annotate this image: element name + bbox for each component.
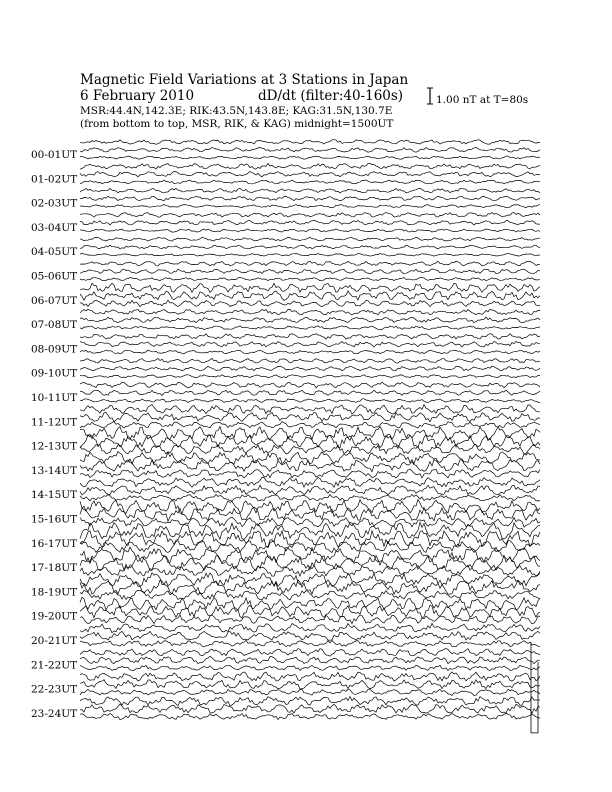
trace-KAG xyxy=(80,573,540,587)
hour-label: 11-12UT xyxy=(31,416,78,429)
date-text: 6 February 2010 xyxy=(80,88,195,104)
hour-label: 08-09UT xyxy=(31,343,78,356)
hour-label: 23-24UT xyxy=(31,707,78,720)
hour-label: 14-15UT xyxy=(31,489,78,502)
trace-MSR xyxy=(80,665,540,670)
trace-MSR xyxy=(80,422,540,429)
trace-RIK xyxy=(80,366,540,371)
trace-KAG xyxy=(80,237,540,241)
hour-label: 03-04UT xyxy=(31,221,78,234)
hour-label: 00-01UT xyxy=(31,149,78,161)
hour-label: 13-14UT xyxy=(31,464,78,477)
trace-RIK xyxy=(80,631,540,640)
trace-RIK xyxy=(80,291,540,300)
trace-KAG xyxy=(80,405,540,414)
trace-KAG xyxy=(80,309,540,315)
hour-label: 10-11UT xyxy=(31,392,78,404)
trace-MSR xyxy=(80,326,540,330)
trace-RIK xyxy=(80,269,540,274)
order-midnight-text: (from bottom to top, MSR, RIK, & KAG) midnight=1500UT xyxy=(80,118,394,130)
hour-label: 02-03UT xyxy=(31,197,78,210)
trace-KAG xyxy=(80,452,540,465)
trace-RIK xyxy=(80,172,540,177)
hour-label: 07-08UT xyxy=(31,319,78,332)
trace-MSR xyxy=(80,156,540,159)
trace-MSR xyxy=(80,300,540,307)
trace-RIK xyxy=(80,317,540,323)
hour-label: 09-10UT xyxy=(31,367,78,380)
trace-KAG xyxy=(80,213,540,218)
component-filter-text: dD/dt (filter:40-160s) xyxy=(258,88,404,104)
trace-RIK xyxy=(80,485,540,495)
trace-KAG xyxy=(80,140,540,145)
chart-title: Magnetic Field Variations at 3 Stations in Japan xyxy=(80,72,409,88)
trace-MSR xyxy=(80,713,540,720)
trace-KAG xyxy=(80,283,540,292)
hour-label: 15-16UT xyxy=(31,513,78,526)
trace-RIK xyxy=(80,531,540,547)
hour-label: 01-02UT xyxy=(31,173,78,186)
trace-RIK xyxy=(80,460,540,472)
hour-label: 20-21UT xyxy=(31,635,78,647)
trace-KAG xyxy=(80,358,540,363)
trace-RIK xyxy=(80,390,540,395)
hour-label: 22-23UT xyxy=(31,683,78,696)
hour-label: 17-18UT xyxy=(31,562,78,575)
trace-MSR xyxy=(80,689,540,696)
trace-RIK xyxy=(80,245,540,249)
trace-KAG xyxy=(80,697,540,706)
hour-label: 05-06UT xyxy=(31,270,78,283)
trace-RIK xyxy=(80,656,540,663)
trace-RIK xyxy=(80,412,540,421)
hour-label: 19-20UT xyxy=(31,610,78,623)
stations-text: MSR:44.4N,142.3E; RIK:43.5N,143.8E; KAG:31.5N,130.7E xyxy=(80,105,393,117)
trace-MSR xyxy=(80,277,540,280)
trace-KAG xyxy=(80,500,540,514)
trace-KAG xyxy=(80,623,540,632)
trace-MSR xyxy=(80,444,540,454)
trace-KAG xyxy=(80,261,540,266)
trace-RIK xyxy=(80,147,540,152)
trace-MSR xyxy=(80,640,540,647)
trace-KAG xyxy=(80,334,540,340)
trace-RIK xyxy=(80,220,540,225)
trace-RIK xyxy=(80,196,540,201)
trace-MSR xyxy=(80,494,540,501)
trace-RIK xyxy=(80,341,540,347)
trace-KAG xyxy=(80,547,540,563)
trace-KAG xyxy=(80,522,540,539)
trace-KAG xyxy=(80,382,540,388)
trace-MSR xyxy=(80,541,540,553)
hour-label: 12-13UT xyxy=(31,440,78,453)
trace-MSR xyxy=(80,375,540,378)
trace-MSR xyxy=(80,469,540,478)
trace-MSR xyxy=(80,254,540,257)
trace-MSR xyxy=(80,350,540,354)
trace-MSR xyxy=(80,205,540,208)
trace-MSR xyxy=(80,229,540,232)
hour-label: 04-05UT xyxy=(31,246,78,259)
scale-bar-label: 1.00 nT at T=80s xyxy=(436,94,529,106)
hour-label: 18-19UT xyxy=(31,586,78,599)
trace-KAG xyxy=(80,188,540,193)
hour-label: 16-17UT xyxy=(31,537,78,550)
trace-KAG xyxy=(80,477,540,487)
trace-RIK xyxy=(80,680,540,689)
trace-MSR xyxy=(80,180,540,184)
hour-label: 06-07UT xyxy=(31,294,78,307)
hour-label: 21-22UT xyxy=(31,659,78,672)
trace-MSR xyxy=(80,399,540,403)
trace-RIK xyxy=(80,605,540,618)
trace-KAG xyxy=(80,164,540,170)
trace-KAG xyxy=(80,649,540,657)
